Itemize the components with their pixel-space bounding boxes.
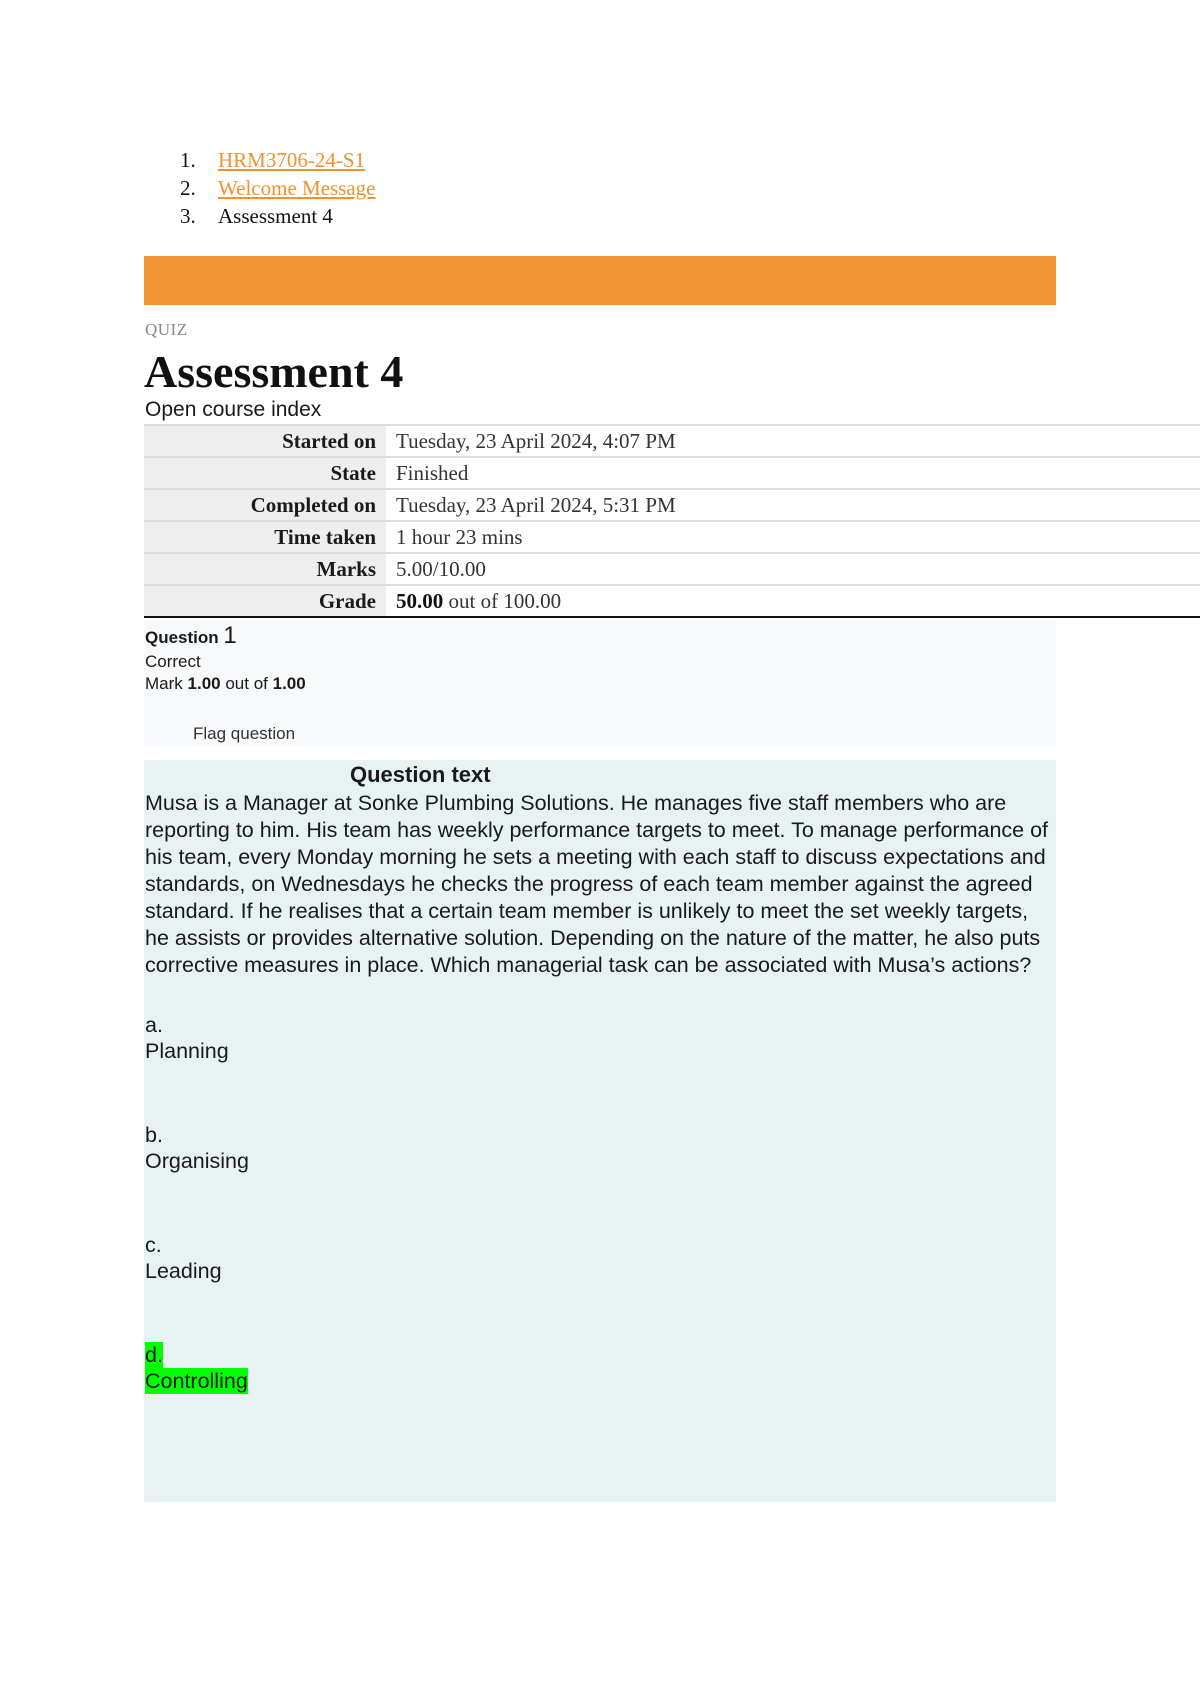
question-number-value: 1: [223, 622, 237, 649]
question-mark: [145, 674, 306, 694]
breadcrumb: [180, 146, 376, 230]
breadcrumb-link-welcome-message[interactable]: Welcome Message: [218, 176, 376, 200]
summary-label: Marks: [144, 553, 386, 585]
grade-out-of: out of 100.00: [448, 588, 562, 613]
summary-value: 1 hour 23 mins: [386, 521, 1200, 553]
summary-value: 5.00/10.00: [386, 553, 1200, 585]
breadcrumb-number: 2.: [180, 176, 196, 200]
breadcrumb-item-current: [180, 202, 376, 230]
breadcrumb-item-course: [180, 146, 376, 174]
question-content-panel: [144, 760, 1056, 1502]
summary-label: Started on: [144, 425, 386, 457]
summary-label: Completed on: [144, 489, 386, 521]
breadcrumb-item-welcome: [180, 174, 376, 202]
summary-value: Finished: [386, 457, 1200, 489]
answer-text: Organising: [145, 1149, 249, 1173]
breadcrumb-current-page: Assessment 4: [218, 204, 333, 228]
summary-label: Grade: [144, 585, 386, 617]
answer-option-d[interactable]: [145, 1342, 248, 1394]
answer-option-a[interactable]: [145, 1012, 229, 1064]
mark-value: 1.00: [187, 674, 221, 693]
mark-out-of: out of: [225, 674, 268, 693]
answer-option-b[interactable]: [145, 1122, 249, 1174]
summary-row-marks: [144, 553, 1200, 585]
answer-text: Planning: [145, 1039, 229, 1063]
summary-value: Tuesday, 23 April 2024, 5:31 PM: [386, 489, 1200, 521]
attempt-summary-table: [144, 424, 1200, 618]
mark-prefix: Mark: [145, 674, 183, 693]
mark-max: 1.00: [272, 674, 306, 693]
question-label: Question: [145, 628, 219, 647]
summary-row-completed-on: [144, 489, 1200, 521]
answer-letter: c.: [145, 1233, 162, 1257]
question-text: Musa is a Manager at Sonke Plumbing Solutions. He manages five staff members who are reporting to him. His team has weekly performance targets to meet. To manage performance of his team, every Monday morning he sets a meeting with each staff to discuss expectations and standards, on Wednesdays he checks the progress of each team member against the agreed standard. If he realises that a certain team member is unlikely to meet the set weekly targets, he assists or provides alternative solution. Depending on the nature of the matter, he also puts corrective measures in place. Which managerial task can be associated with Musa’s actions?: [145, 791, 1049, 977]
question-info-panel: [144, 620, 1056, 746]
activity-type-label: QUIZ: [145, 320, 188, 339]
question-text-heading: Question text: [350, 762, 491, 787]
answer-text: Controlling: [145, 1369, 248, 1393]
summary-value: [386, 585, 1200, 617]
summary-row-started-on: [144, 425, 1200, 457]
answer-text: Leading: [145, 1259, 222, 1283]
summary-label: Time taken: [144, 521, 386, 553]
answer-letter: a.: [145, 1013, 163, 1037]
grade-value: 50.00: [396, 588, 444, 613]
header-banner: [144, 256, 1056, 305]
answer-letter: d.: [145, 1343, 163, 1367]
answer-option-c[interactable]: [145, 1232, 222, 1284]
breadcrumb-number: 1.: [180, 148, 196, 172]
question-number: [145, 622, 237, 650]
question-state: Correct: [145, 652, 201, 671]
summary-value: Tuesday, 23 April 2024, 4:07 PM: [386, 425, 1200, 457]
breadcrumb-number: 3.: [180, 204, 196, 228]
summary-row-grade: [144, 585, 1200, 617]
open-course-index-button[interactable]: Open course index: [145, 398, 322, 421]
answer-letter: b.: [145, 1123, 163, 1147]
flag-question-button[interactable]: Flag question: [193, 724, 296, 743]
summary-label: State: [144, 457, 386, 489]
summary-row-state: [144, 457, 1200, 489]
breadcrumb-link-course[interactable]: HRM3706-24-S1: [218, 148, 366, 172]
summary-row-time-taken: [144, 521, 1200, 553]
page-title: Assessment 4: [144, 346, 404, 397]
